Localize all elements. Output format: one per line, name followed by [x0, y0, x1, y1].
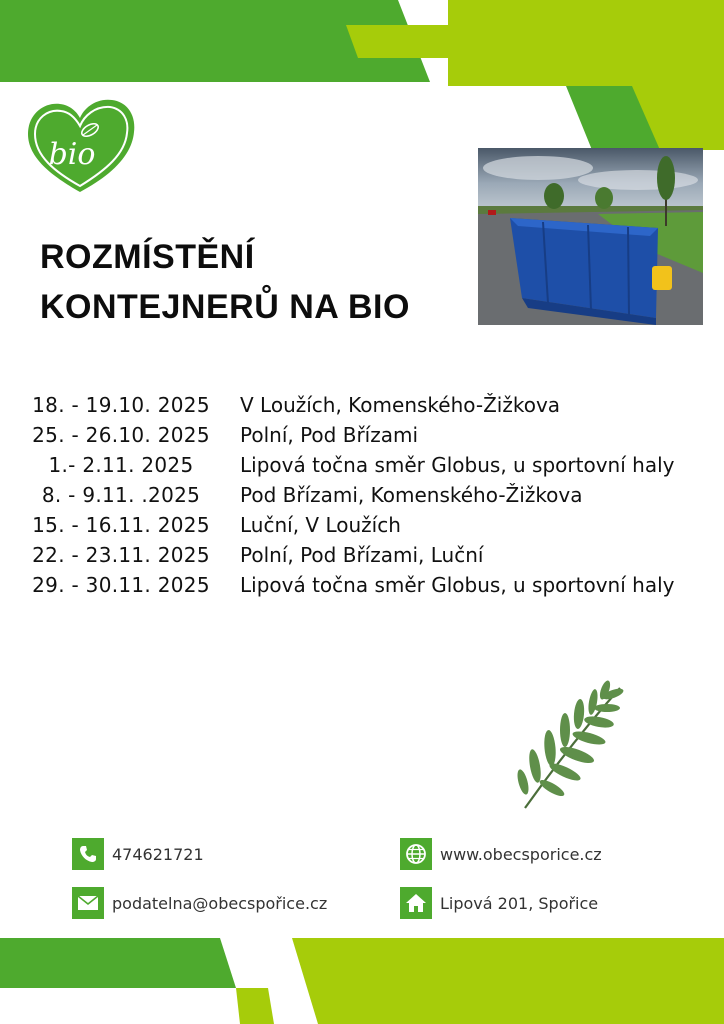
schedule-date: 15. - 16.11. 2025 [32, 513, 210, 537]
collection-schedule [0, 390, 724, 600]
bottom-decorative-bands [0, 930, 724, 1024]
bio-heart-logo [22, 96, 138, 196]
schedule-row [0, 480, 724, 510]
title-line-2: KONTEJNERŮ NA BIO [40, 288, 410, 326]
globe-icon [400, 838, 432, 870]
schedule-date: 29. - 30.11. 2025 [32, 573, 210, 597]
schedule-date: 18. - 19.10. 2025 [32, 393, 210, 417]
container-photo [478, 148, 703, 325]
website-url: www.obecsporice.cz [440, 844, 602, 864]
schedule-row [0, 510, 724, 540]
contact-address [400, 886, 598, 920]
schedule-place: Lipová točna směr Globus, u sportovní haly [240, 573, 675, 597]
schedule-place: Polní, Pod Břízami, Luční [240, 543, 484, 567]
phone-number: 474621721 [112, 844, 204, 864]
email-address: podatelna@obecspořice.cz [112, 893, 328, 913]
schedule-row [0, 570, 724, 600]
contact-email[interactable] [72, 886, 327, 920]
schedule-row [0, 450, 724, 480]
schedule-date: 22. - 23.11. 2025 [32, 543, 210, 567]
contact-phone[interactable] [72, 837, 204, 871]
phone-icon [72, 838, 104, 870]
schedule-row [0, 390, 724, 420]
schedule-date: 1.- 2.11. 2025 [48, 453, 194, 477]
schedule-place: Pod Břízami, Komenského-Žižkova [240, 483, 583, 507]
title-line-1: ROZMÍSTĚNÍ [40, 238, 255, 276]
fern-leaf-illustration [495, 678, 630, 813]
schedule-place: Luční, V Loužích [240, 513, 401, 537]
schedule-place: Lipová točna směr Globus, u sportovní haly [240, 453, 675, 477]
house-icon [400, 887, 432, 919]
contact-website[interactable] [400, 837, 602, 871]
schedule-place: Polní, Pod Břízami [240, 423, 419, 447]
schedule-place: V Loužích, Komenského-Žižkova [240, 393, 561, 417]
schedule-row [0, 420, 724, 450]
schedule-date: 25. - 26.10. 2025 [32, 423, 210, 447]
schedule-date: 8. - 9.11. .2025 [41, 483, 201, 507]
envelope-icon [72, 887, 104, 919]
logo-text: bio [48, 137, 96, 172]
postal-address: Lipová 201, Spořice [440, 893, 599, 913]
page-title [40, 232, 410, 332]
schedule-row [0, 540, 724, 570]
